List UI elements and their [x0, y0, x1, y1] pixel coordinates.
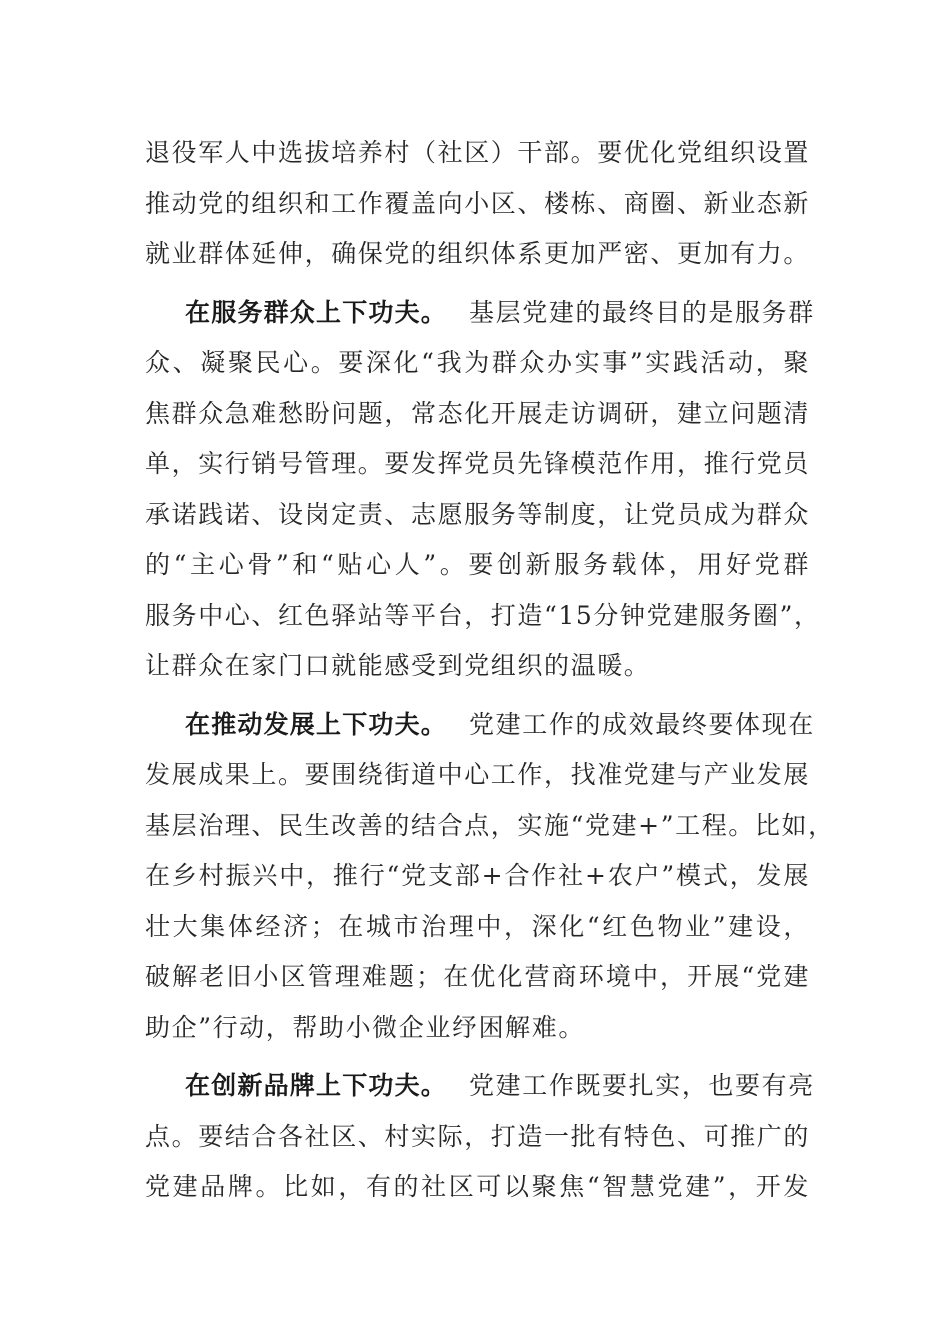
paragraph-promote-development — [145, 700, 835, 1054]
paragraph-heading: 在推动发展上下功夫。 — [185, 709, 448, 739]
text-line — [145, 1061, 815, 1112]
text-line — [145, 700, 815, 751]
paragraph-gap — [145, 692, 810, 700]
text-line: 破解老旧小区管理难题；在优化营商环境中，开展“党建 — [145, 962, 810, 991]
text-line: 承诺践诺、设岗定责、志愿服务等制度，让党员成为群众 — [145, 499, 811, 529]
text-line: 点。要结合各社区、村实际，打造一批有特色、可推广的 — [145, 1121, 811, 1151]
paragraph-serve-people — [145, 288, 821, 692]
text-line: 单，实行销号管理。要发挥党员先锋模范作用，推行党员 — [145, 449, 811, 478]
text-line: 助企”行动，帮助小微企业纾困解难。 — [145, 1012, 585, 1042]
text-line — [145, 288, 815, 339]
text-line: 党建品牌。比如，有的社区可以聚焦“智慧党建”，开发 — [145, 1172, 810, 1201]
paragraph-gap — [145, 280, 810, 288]
text-line: 让群众在家门口就能感受到党组织的温暖。 — [145, 651, 651, 680]
text-line: 就业群体延伸，确保党的组织体系更加严密、更加有力。 — [145, 239, 811, 268]
paragraph-heading: 在服务群众上下功夫。 — [185, 297, 448, 327]
text-line: 焦群众急难愁盼问题，常态化开展走访调研，建立问题清 — [145, 398, 811, 428]
text-line: 推动党的组织和工作覆盖向小区、楼栋、商圈、新业态新 — [145, 188, 811, 218]
paragraph-continuation — [145, 128, 810, 280]
text-line: 服务中心、红色驿站等平台，打造“15分钟党建服务圈”， — [145, 600, 821, 630]
paragraph-innovate-brand — [145, 1061, 815, 1213]
text-run: 基层党建的最终目的是服务群 — [469, 297, 815, 327]
document-body — [145, 128, 835, 1213]
text-line: 在乡村振兴中，推行“党支部+合作社+农户”模式，发展 — [145, 861, 810, 890]
text-line: 发展成果上。要围绕街道中心工作，找准党建与产业发展 — [145, 760, 811, 789]
text-line: 的“主心骨”和“贴心人”。要创新服务载体，用好党群 — [145, 550, 810, 579]
text-line: 众、凝聚民心。要深化“我为群众办实事”实践活动，聚 — [145, 348, 810, 377]
text-run: 党建工作既要扎实，也要有亮 — [469, 1071, 815, 1100]
text-line: 壮大集体经济；在城市治理中，深化“红色物业”建设， — [145, 911, 810, 941]
paragraph-gap — [145, 1053, 810, 1061]
text-line: 退役军人中选拔培养村（社区）干部。要优化党组织设置 — [145, 138, 811, 167]
text-run: 党建工作的成效最终要体现在 — [469, 709, 815, 739]
paragraph-heading: 在创新品牌上下功夫。 — [185, 1071, 448, 1100]
text-line: 基层治理、民生改善的结合点，实施“党建+”工程。比如， — [145, 810, 835, 840]
